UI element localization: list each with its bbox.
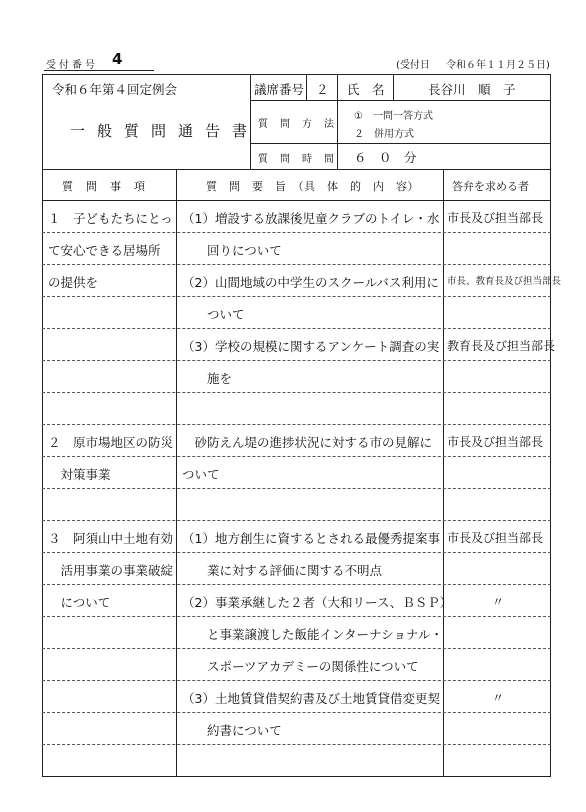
session-name: 令和６年第４回定例会	[52, 82, 178, 97]
receipt-underline	[44, 70, 154, 71]
row-gist: ついて	[182, 307, 245, 322]
row-matter: について	[48, 595, 111, 610]
column-header-responder: 答弁を求める者	[452, 180, 529, 193]
row-gist: 約書について	[182, 723, 282, 738]
row-matter: １ 子どもたちにとっ	[48, 211, 173, 226]
form-title: 一般質問通告書	[70, 122, 260, 140]
row-gist: スポーツアカデミーの関係性について	[182, 659, 419, 674]
row-gist: （1）地方創生に資するとされる最優秀提案事	[182, 531, 440, 546]
column-header-matter: 質 問 事 項	[62, 180, 146, 193]
receipt-number-label: 受付番号	[46, 60, 98, 71]
member-name-label: 氏 名	[347, 82, 385, 97]
seat-number-label: 議席番号	[254, 82, 305, 97]
method-option-combined: ２ 併用方式	[354, 129, 414, 140]
row-responder: 〃	[491, 595, 504, 609]
row-responder: 市長及び担当部長	[447, 211, 544, 225]
row-gist: （1）増設する放課後児童クラブのトイレ・水	[182, 211, 440, 226]
row-matter: て安心できる居場所	[48, 243, 161, 258]
member-name-value: 長谷川 順 子	[428, 82, 516, 97]
row-gist: と事業譲渡した飯能インターナショナル・	[182, 627, 443, 642]
row-gist: （3）土地賃貸借契約書及び土地賃貸借変更契	[182, 691, 440, 706]
row-responder: 〃	[491, 691, 504, 705]
row-matter: 対策事業	[48, 467, 111, 482]
row-gist: 業に対する評価に関する不明点	[182, 563, 383, 578]
question-time-label: 質 問 時 間	[258, 154, 335, 165]
row-matter: の提供を	[48, 275, 99, 290]
row-responder: 教育長及び担当部長	[447, 339, 556, 353]
row-responder: 市長及び担当部長	[447, 531, 544, 545]
row-gist: 砂防えん堤の進捗状況に対する市の見解に	[182, 435, 433, 450]
row-gist: ついて	[182, 467, 220, 482]
row-gist: 施を	[182, 371, 233, 386]
question-time-value: ６ ０ 分	[354, 150, 417, 165]
row-gist: （2）事業承継した２者（大和リース、ＢＳＰ）	[182, 595, 453, 610]
row-gist: （2）山間地域の中学生のスクールバス利用に	[182, 275, 439, 290]
row-matter: ３ 阿須山中土地有効	[48, 531, 174, 546]
receipt-number: 4	[112, 50, 123, 68]
column-header-gist: 質 問 要 旨 （具 体 的 内 容）	[206, 180, 419, 193]
method-option-one-by-one: ① 一問一答方式	[354, 111, 433, 122]
question-method-label: 質 問 方 法	[258, 119, 335, 130]
seat-number-value: ２	[316, 82, 329, 97]
row-matter: 活用事業の事業破綻	[48, 563, 174, 578]
receipt-date: 令和６年１１月２５日)	[446, 60, 550, 71]
row-responder: 市長及び担当部長	[447, 435, 544, 449]
row-matter: ２ 原市場地区の防災	[48, 435, 174, 450]
receipt-date-label: (受付日	[396, 60, 430, 71]
row-gist: （3）学校の規模に関するアンケート調査の実	[182, 339, 440, 354]
row-gist: 回りについて	[182, 243, 282, 258]
row-responder: 市長、教育長及び担当部長	[447, 276, 562, 287]
